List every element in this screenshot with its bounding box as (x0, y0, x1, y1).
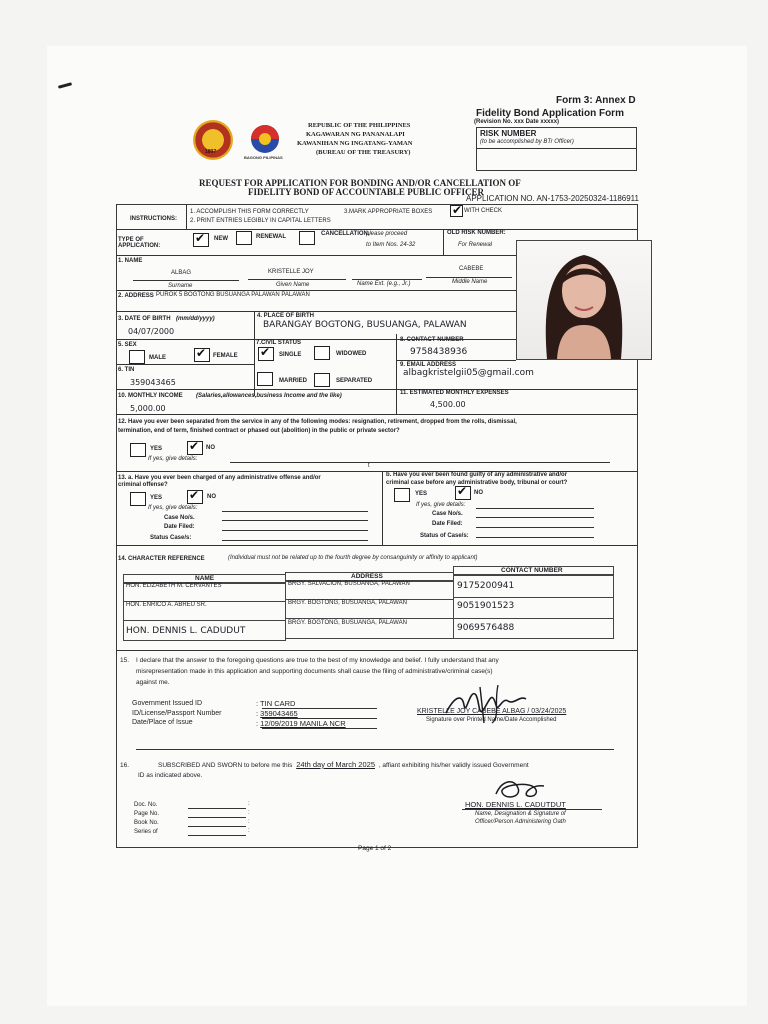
middle-name-value: CABEBE (459, 266, 484, 272)
email-value: albagkristelgii05@gmail.com (403, 368, 534, 378)
q13a-no-label: NO (207, 494, 216, 500)
q13b-no-checkbox[interactable] (455, 486, 471, 500)
officer-caption-2: Officer/Person Administering Oath (475, 819, 566, 825)
ref-header-address: ADDRESS (351, 573, 383, 580)
civil-separated-label: SEPARATED (336, 378, 373, 384)
q16-text-a: SUBSCRIBED AND SWORN to before me this (158, 762, 293, 769)
type-item-note: to Item Nos. 24-32 (366, 242, 416, 248)
sex-label: 5. SEX (118, 342, 137, 348)
contact-value: 9758438936 (410, 347, 468, 357)
id-value-3: : 12/09/2019 MANILA NCR (256, 719, 346, 728)
risk-number-label: RISK NUMBER (480, 129, 537, 138)
q15-text-1: I declare that the answer to the foregoing questions are true to the best of my knowledge and belief. I fully understand that any (136, 657, 499, 664)
ref-row-1-contact: 9175200941 (457, 581, 515, 591)
application-number: APPLICATION NO. AN-1753-20250324-1186911 (466, 194, 639, 203)
q13a-details-label: If yes, give details: (148, 505, 198, 511)
header-line-2: KAGAWARAN NG PANANALAPI (306, 131, 405, 138)
address-label: 2. ADDRESS (118, 293, 154, 299)
income-note: (Salaries,allowances,business Income and the like) (196, 393, 342, 399)
old-risk-label: OLD RISK NUMBER: (447, 230, 506, 236)
given-name-caption: Given Name (276, 282, 310, 288)
doc-no-label: Doc. No. (134, 802, 158, 808)
tin-label: 6. TIN (118, 367, 135, 373)
q16-text-2: ID as indicated above. (138, 772, 203, 779)
id-issue-value: 12/09/2019 MANILA NCR (260, 719, 346, 728)
q12-details-label: If yes, give details: (148, 456, 198, 462)
sex-female-checkbox[interactable] (194, 348, 210, 362)
email-label: 9. EMAIL ADDRESS (400, 362, 457, 368)
header-line-4: (BUREAU OF THE TREASURY) (316, 149, 411, 156)
civil-single-label: SINGLE (279, 352, 302, 358)
id-value-2: : 359043465 (256, 709, 298, 718)
q13a-status-label: Status Case/s: (150, 535, 192, 541)
type-renewal-label: RENEWAL (256, 234, 286, 240)
for-renewal-note: For Renewal (458, 242, 493, 248)
sex-female-label: FEMALE (213, 353, 238, 359)
q14-label: 14. CHARACTER REFERENCE (118, 556, 205, 562)
expenses-label: 11. ESTIMATED MONTHLY EXPENSES (400, 390, 509, 396)
officer-signature (492, 776, 548, 802)
applicant-signature-caption: Signature over Printed Name/Date Accomplished (426, 717, 557, 723)
doc-colons: : : : : (248, 801, 250, 834)
header-line-1: REPUBLIC OF THE PHILIPPINES (308, 122, 411, 129)
q13b-filed-label: Date Filed: (432, 521, 463, 527)
contact-label: 8. CONTACT NUMBER (400, 337, 464, 343)
id-number-value: 359043465 (260, 709, 298, 718)
form-revision: (Revision No. xxx Date xxxxx) (474, 119, 560, 125)
bureau-seal-logo (193, 120, 233, 160)
middle-name-caption: Middle Name (452, 279, 488, 285)
given-name-value: KRISTELLE JOY (268, 269, 314, 275)
civil-widowed-checkbox[interactable] (314, 346, 330, 360)
instruction-1: 1. ACCOMPLISH THIS FORM CORRECTLY (190, 209, 309, 215)
instruction-3: 3.MARK APPROPRIATE BOXES (344, 209, 433, 215)
id-label-3: Date/Place of Issue (132, 719, 193, 726)
page-no-label: Page No. (134, 811, 160, 817)
civil-widowed-label: WIDOWED (336, 351, 367, 357)
ref-row-1-name: HON. ELIZABETH M. CERVANTES (126, 583, 222, 589)
name-ext-caption: Name Ext. (e.g., Jr.) (357, 281, 411, 287)
surname-value: ALBAG (171, 270, 192, 276)
q13b-text-2: criminal case before any administrative body, tribunal or court? (386, 480, 568, 486)
id-label-1: Government Issued ID (132, 700, 203, 707)
q16-line-1 (158, 760, 529, 769)
ref-row-2-contact: 9051901523 (457, 601, 515, 611)
q13a-no-checkbox[interactable] (187, 490, 203, 504)
tin-value: 359043465 (130, 378, 176, 387)
q13a-filed-label: Date Filed: (164, 524, 195, 530)
header-line-3: KAWANIHAN NG INGATANG-YAMAN (297, 140, 413, 147)
q12-text-1: 12. Have you ever been separated from the service in any of the following modes: resignation, retirement, dropped from the rolls, dismissal, (118, 419, 517, 425)
civil-separated-checkbox[interactable] (314, 373, 330, 387)
q12-no-label: NO (206, 445, 215, 451)
type-label: TYPE OF APPLICATION: (118, 237, 161, 249)
q13a-yes-checkbox[interactable] (130, 492, 146, 506)
q12-details-mark: t (368, 463, 370, 469)
form-name: Fidelity Bond Application Form (476, 108, 624, 119)
id-label-2: ID/License/Passport Number (132, 710, 222, 717)
q12-text-2: termination, end of term, finished contract or phased out (abolition) in the public or private sector? (118, 428, 400, 434)
risk-number-note: (to be accomplished by BTr Officer) (480, 139, 574, 145)
with-check-sample-box (450, 205, 463, 217)
q14-note: (Individual must not be related up to the fourth degree by consanguinity or affinity to applicant) (228, 555, 478, 561)
ref-row-1-address: BRGY. SALVACION, BUSUANGA, PALAWAN (288, 581, 410, 587)
type-new-checkbox[interactable] (193, 233, 209, 247)
type-cancellation-label: CANCELLATION, (321, 231, 370, 237)
sex-male-checkbox[interactable] (129, 350, 145, 364)
q13b-yes-label: YES (415, 491, 428, 497)
instructions-label: INSTRUCTIONS: (130, 216, 177, 222)
ref-header-contact: CONTACT NUMBER (501, 567, 563, 574)
q13b-yes-checkbox[interactable] (394, 488, 410, 502)
id-type-value: TIN CARD (260, 699, 296, 708)
q13a-yes-label: YES (150, 495, 163, 501)
address-value: PUROK 5 BOGTONG BUSUANGA PALAWAN PALAWAN (156, 292, 310, 298)
civil-married-checkbox[interactable] (257, 372, 273, 386)
q16-text-b: , affiant exhibiting his/her validly issued Government (378, 762, 529, 769)
q16-number: 16. (120, 762, 130, 769)
sex-male-label: MALE (149, 355, 166, 361)
reference-table (123, 566, 614, 641)
form-number: Form 3: Annex D (556, 95, 636, 106)
q16-date: 24th day of March 2025 (296, 760, 375, 769)
ref-row-2-address: BRGY. BOGTONG, BUSUANGA, PALAWAN (288, 600, 407, 606)
q13b-text-1: b. Have you ever been found guilty of any administrative and/or (386, 472, 568, 478)
q13b-status-label: Status of Case/s: (420, 533, 469, 539)
type-renewal-checkbox[interactable] (236, 231, 252, 245)
pob-value: BARANGAY BOGTONG, BUSUANGA, PALAWAN (263, 320, 467, 330)
ref-row-3-address: BRGY. BOGTONG, BUSUANGA, PALAWAN (288, 620, 407, 626)
dob-format: (mm/dd/yyyy) (176, 316, 215, 322)
q13b-details-label: If yes, give details: (416, 502, 466, 508)
ref-row-3-name: HON. DENNIS L. CADUDUT (126, 626, 246, 636)
form-title-line-1: REQUEST FOR APPLICATION FOR BONDING AND/OR CANCELLATION OF (199, 178, 521, 188)
q12-no-checkbox[interactable] (187, 441, 203, 455)
seal-year: 1897 (205, 149, 217, 155)
page-indicator: Page 1 of 2 (358, 845, 392, 852)
form-title-line-2: FIDELITY BOND OF ACCOUNTABLE PUBLIC OFFICER (248, 187, 484, 197)
officer-caption-1: Name, Designation & Signature of (475, 811, 566, 817)
surname-caption: Surname (168, 283, 193, 289)
expenses-value: 4,500.00 (430, 400, 466, 409)
bagong-pilipinas-logo (248, 124, 282, 154)
applicant-photo (516, 240, 652, 360)
dob-label: 3. DATE OF BIRTH (118, 316, 171, 322)
type-new-label: NEW (214, 236, 228, 242)
q15-number: 15. (120, 657, 130, 664)
ref-row-2-name: HON. ENRICO A. ABREU SR. (126, 602, 207, 608)
id-value-1: : TIN CARD (256, 699, 296, 708)
series-label: Series of (134, 829, 158, 835)
with-check-label: WITH CHECK (464, 208, 502, 214)
q13a-text-1: 13. a. Have you ever been charged of any administrative offense and/or (118, 475, 321, 481)
q12-yes-checkbox[interactable] (130, 443, 146, 457)
applicant-signer: KRISTELLE JOY CABEBE ALBAG / 03/24/2025 (417, 708, 567, 715)
ref-row-3-contact: 9069576488 (457, 623, 515, 633)
q15-text-2: misrepresentation made in this application and supporting documents shall cause the filing of administrative/criminal case(s) (136, 668, 493, 675)
civil-married-label: MARRIED (279, 378, 307, 384)
q13b-no-label: NO (474, 490, 483, 496)
q12-yes-label: YES (150, 446, 163, 452)
logo2-caption: BAGONG PILIPINAS (244, 155, 283, 160)
type-proceed-note: please proceed (366, 231, 408, 237)
officer-name: HON. DENNIS L. CADUTDUT (465, 800, 566, 809)
pob-label: 4. PLACE OF BIRTH (257, 313, 315, 319)
dob-value: 04/07/2000 (128, 327, 175, 336)
income-label: 10. MONTHLY INCOME (118, 393, 183, 399)
name-label: 1. NAME (118, 258, 143, 264)
q13a-case-label: Case No/s. (164, 515, 195, 521)
ref-header-name: NAME (195, 575, 215, 582)
instruction-2: 2. PRINT ENTRIES LEGIBLY IN CAPITAL LETTERS (190, 218, 331, 224)
income-value: 5,000.00 (130, 404, 166, 413)
book-no-label: Book No. (134, 820, 159, 826)
type-cancellation-checkbox[interactable] (299, 231, 315, 245)
civil-single-checkbox[interactable] (258, 347, 274, 361)
civil-status-label: 7.CIVIL STATUS (256, 340, 302, 346)
q15-text-3: against me. (136, 679, 170, 686)
q13b-case-label: Case No/s. (432, 511, 463, 517)
q13a-text-2: criminal offense? (118, 482, 168, 488)
